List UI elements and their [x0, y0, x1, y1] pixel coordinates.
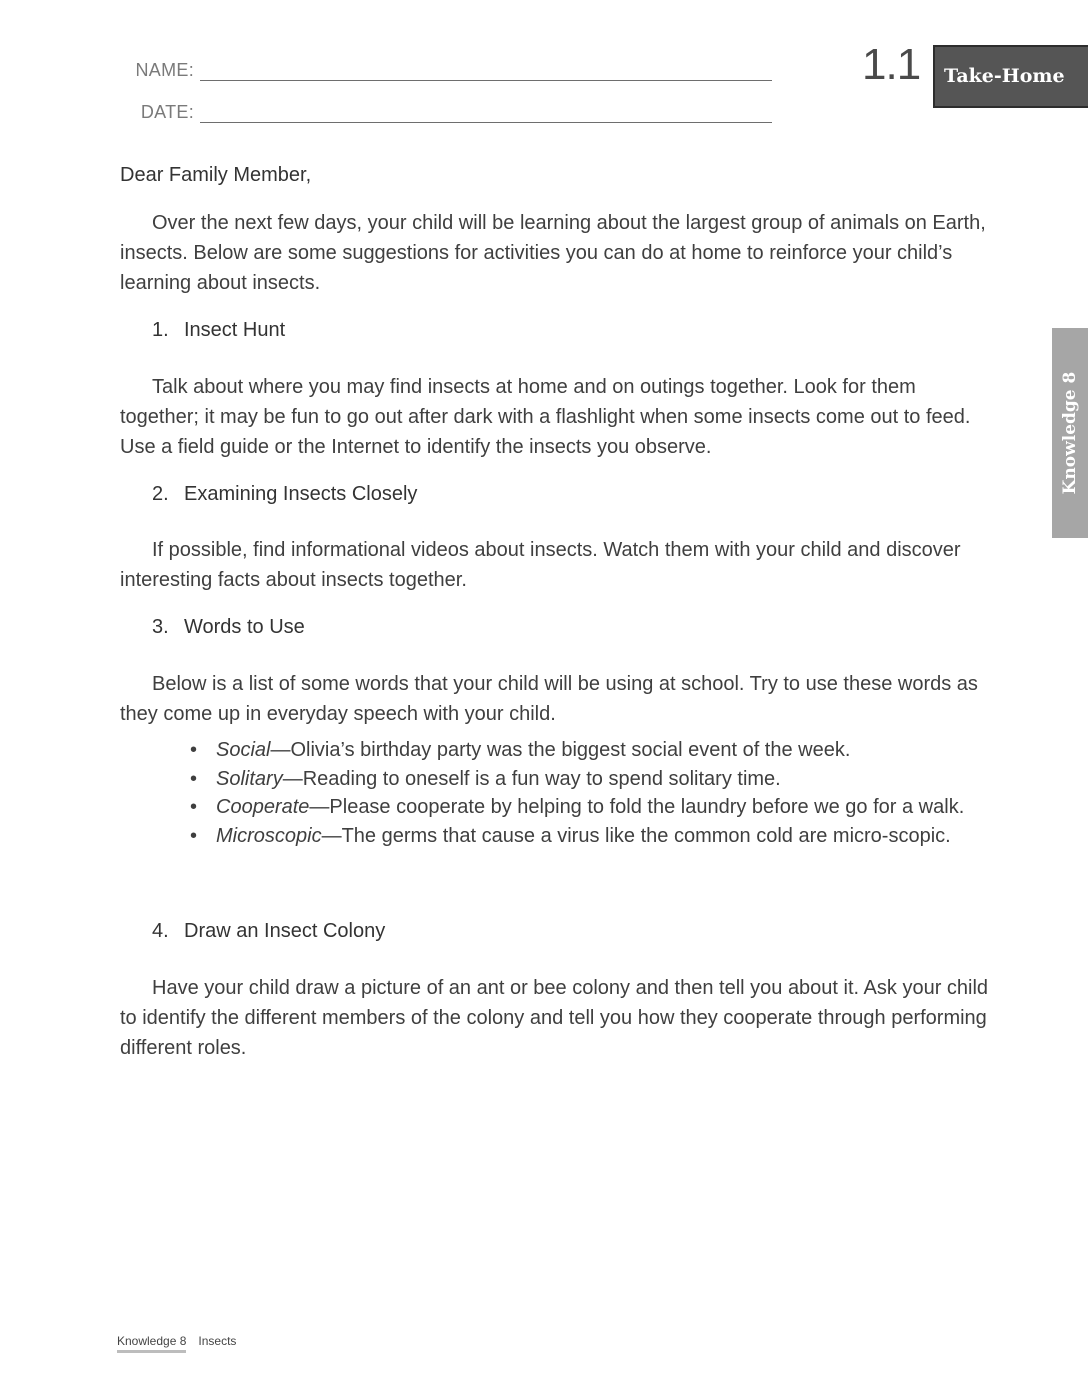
vocab-term: Cooperate: [216, 796, 310, 818]
section-number: 4.: [152, 920, 169, 942]
vocab-sentence: —Olivia’s birthday party was the biggest social event of the week.: [270, 739, 851, 761]
bullet-icon: •: [190, 824, 198, 847]
section-title: Draw an Insect Colony: [184, 920, 386, 942]
page-footer: [117, 1334, 236, 1353]
side-tab: [1052, 328, 1088, 538]
footer-course: Knowledge 8: [117, 1334, 186, 1353]
intro-paragraph: [120, 208, 1000, 298]
greeting: Dear Family Member,: [120, 164, 312, 186]
section-paragraph: [120, 535, 1000, 595]
section-number: 1.: [152, 319, 169, 341]
take-home-badge: Take-Home: [933, 45, 1088, 108]
vocab-sentence: —The germs that cause a virus like the common cold are micro-scopic.: [321, 824, 951, 847]
footer-unit: Insects: [198, 1334, 237, 1348]
section-heading: [152, 920, 385, 943]
vocab-sentence: —Reading to oneself is a fun way to spend solitary time.: [282, 767, 781, 790]
section-text: If possible, find informational videos about insects. Watch them with your child and discover interesting facts about insects together.: [120, 539, 961, 591]
name-label: NAME:: [135, 60, 194, 80]
section-paragraph: [120, 372, 1000, 462]
date-field-row: [120, 102, 772, 123]
date-label: DATE:: [140, 102, 194, 122]
section-text: Below is a list of some words that your child will be using at school. Try to use these words as they come up in everyday speech with your child.: [120, 673, 978, 725]
section-paragraph: [120, 669, 1000, 729]
bullet-icon: •: [190, 796, 198, 818]
section-title: Examining Insects Closely: [184, 483, 418, 505]
name-field-row: [120, 60, 772, 81]
vocab-term: Social: [216, 739, 271, 761]
vocabulary-list: [190, 736, 970, 850]
side-tab-label: Knowledge 8: [1060, 371, 1080, 495]
list-item: [190, 736, 970, 765]
section-text: Have your child draw a picture of an ant or bee colony and then tell you about it. Ask your child to identify the different members of the colony and tell you how they cooperate through performing different roles.: [120, 977, 989, 1059]
name-line[interactable]: [200, 62, 772, 81]
date-line[interactable]: [200, 104, 772, 123]
section-heading: [152, 319, 285, 342]
list-item: [190, 822, 970, 851]
bullet-icon: •: [190, 767, 198, 790]
intro-text: Over the next few days, your child will be learning about the largest group of animals on Earth, insects. Below are some suggestions for activities you can do at home to reinforce your child’s learning about insects.: [120, 212, 986, 294]
section-title: Insect Hunt: [184, 319, 286, 341]
lesson-number: 1.1: [862, 40, 921, 89]
vocab-sentence: —Please cooperate by helping to fold the laundry before we go for a walk.: [309, 796, 965, 818]
section-title: Words to Use: [184, 616, 305, 638]
vocab-term: Microscopic: [216, 824, 322, 847]
section-heading: [152, 616, 305, 639]
section-text: Talk about where you may find insects at home and on outings together. Look for them together; it may be fun to go out after dark with a flashlight when some insects come out to feed. Use a field guide or the Internet to identify the insects you observe.: [120, 376, 971, 458]
bullet-icon: •: [190, 739, 198, 761]
section-paragraph: [120, 973, 1000, 1063]
section-number: 2.: [152, 483, 169, 505]
section-number: 3.: [152, 616, 169, 638]
list-item: [190, 765, 970, 794]
list-item: [190, 793, 970, 822]
vocab-term: Solitary: [216, 767, 283, 790]
section-heading: [152, 483, 417, 506]
